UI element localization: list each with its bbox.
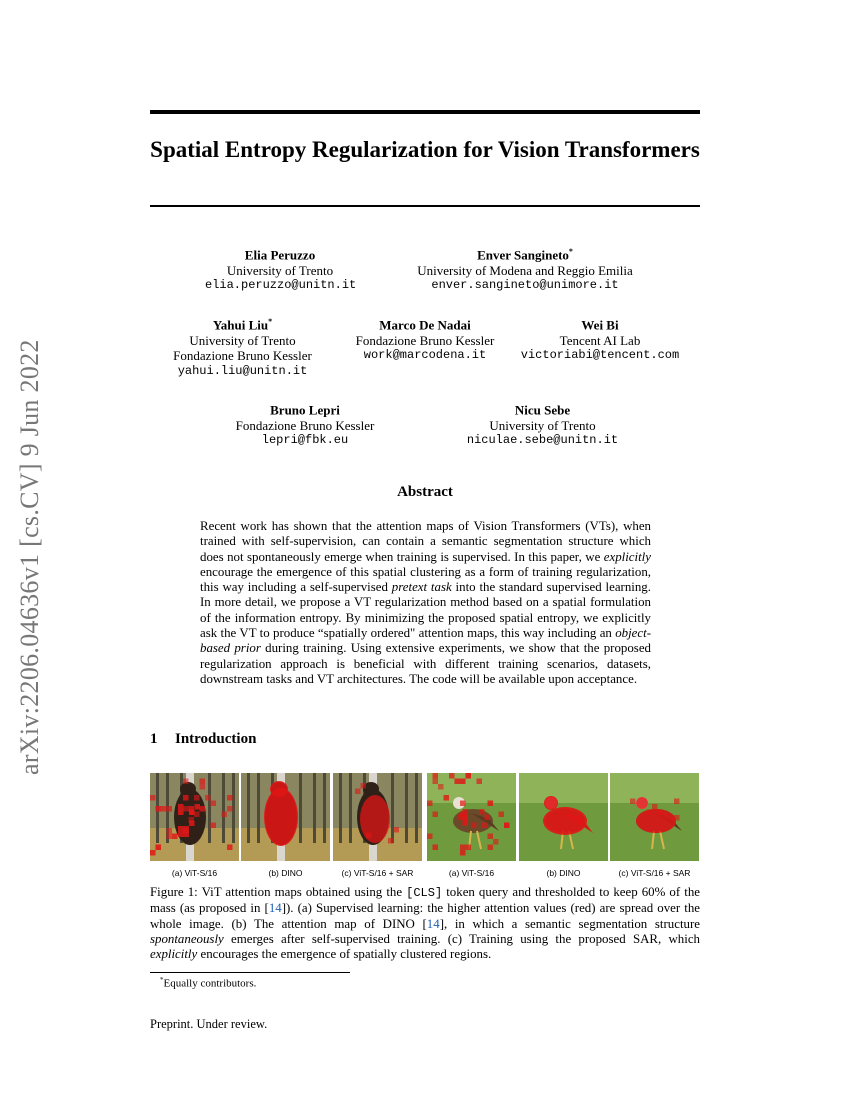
author-block-7 xyxy=(455,399,630,449)
attention-patch xyxy=(438,784,444,790)
attention-patch xyxy=(189,810,195,816)
attention-patch xyxy=(366,833,372,839)
section-title: Introduction xyxy=(175,731,257,747)
attention-patch xyxy=(466,845,472,851)
attention-patch xyxy=(427,801,433,807)
tree-trunk xyxy=(208,773,211,843)
author-name: Enver Sangineto* xyxy=(477,247,573,263)
author-block-2 xyxy=(405,244,645,294)
author-name: Elia Peruzzo xyxy=(244,247,316,263)
attention-patch xyxy=(227,795,233,801)
attention-patch xyxy=(466,773,472,779)
attention-patch xyxy=(189,821,195,827)
author-block-3 xyxy=(160,314,325,379)
bear-head xyxy=(180,782,196,796)
grass-far xyxy=(519,773,608,803)
tree-trunk xyxy=(339,773,342,843)
attention-patch xyxy=(433,812,439,818)
attention-patch xyxy=(200,784,206,790)
panel-label: (a) ViT-S/16 xyxy=(171,868,218,878)
author-name: Wei Bi xyxy=(581,317,619,333)
attention-patch xyxy=(460,850,466,856)
attention-maps-figure xyxy=(150,773,702,879)
attention-patch xyxy=(211,823,217,829)
figure-panel xyxy=(150,773,239,861)
tree-trunk xyxy=(247,773,250,843)
attention-patch xyxy=(652,804,658,810)
author-affiliation: University of Trento xyxy=(226,262,334,278)
panel-label: (a) ViT-S/16 xyxy=(448,868,495,878)
attention-patch xyxy=(504,823,510,829)
attention-region xyxy=(360,795,390,843)
attention-patch xyxy=(444,795,450,801)
tree-trunk xyxy=(299,773,302,843)
figure-panel xyxy=(427,773,516,861)
tree-trunk xyxy=(415,773,418,843)
author-email: victoriabi@tencent.com xyxy=(520,348,680,363)
attention-patch xyxy=(499,812,505,818)
attention-patch xyxy=(460,845,466,851)
preprint-notice: Preprint. Under review. xyxy=(150,1017,268,1031)
attention-patch xyxy=(488,801,494,807)
attention-patch xyxy=(455,779,461,785)
attention-patch xyxy=(178,826,184,832)
author-name: Nicu Sebe xyxy=(514,402,571,418)
attention-patch xyxy=(150,795,156,801)
attention-patch xyxy=(361,783,367,789)
attention-patch xyxy=(630,799,636,805)
author-affiliation-2: Fondazione Bruno Kessler xyxy=(173,348,312,364)
author-name: Bruno Lepri xyxy=(270,402,340,418)
author-email: lepri@fbk.eu xyxy=(261,433,349,448)
attention-patch xyxy=(167,834,173,840)
panel-label: (c) ViT-S/16 + SAR xyxy=(341,868,414,878)
author-email: enver.sangineto@unimore.it xyxy=(431,278,619,293)
tree-trunk xyxy=(257,773,260,843)
attention-patch xyxy=(205,795,211,801)
author-email: niculae.sebe@unitn.it xyxy=(466,433,619,448)
attention-patch xyxy=(658,810,664,816)
attention-patch xyxy=(471,823,477,829)
author-email: elia.peruzzo@unitn.it xyxy=(205,278,357,293)
author-email: yahui.liu@unitn.it xyxy=(177,363,308,378)
attention-patch xyxy=(457,815,463,821)
author-block-4 xyxy=(340,314,510,364)
section-heading xyxy=(150,731,256,748)
title-rule-top xyxy=(150,110,700,114)
abstract-heading: Abstract xyxy=(397,484,453,500)
tree-trunk xyxy=(349,773,352,843)
citation-link[interactable]: 14 xyxy=(426,916,440,931)
attention-patch xyxy=(479,809,485,815)
attention-patch xyxy=(674,815,680,821)
attention-patch xyxy=(433,779,439,785)
attention-region xyxy=(544,796,558,810)
author-affiliation: University of Trento xyxy=(489,417,596,433)
attention-patch xyxy=(493,839,499,845)
attention-patch xyxy=(463,809,469,815)
attention-region xyxy=(636,797,648,809)
tree-trunk xyxy=(222,773,225,843)
footnote-rule xyxy=(150,972,350,973)
attention-patch xyxy=(167,806,173,812)
attention-patch xyxy=(463,815,469,821)
tree-trunk xyxy=(405,773,408,843)
figure-panel xyxy=(241,773,330,861)
attention-patch xyxy=(184,826,190,832)
author-block-1 xyxy=(205,244,355,294)
attention-patch xyxy=(172,834,178,840)
attention-patch xyxy=(460,801,466,807)
author-affiliation: Tencent AI Lab xyxy=(559,332,641,348)
panel-label: (c) ViT-S/16 + SAR xyxy=(618,868,691,878)
attention-patch xyxy=(194,812,200,818)
attention-patch xyxy=(449,773,455,779)
attention-patch xyxy=(222,812,228,818)
attention-patch xyxy=(200,806,206,812)
attention-patch xyxy=(167,828,173,834)
attention-patch xyxy=(227,806,233,812)
attention-region xyxy=(636,809,676,833)
attention-patch xyxy=(477,779,483,785)
paper-title: Spatial Entropy Regularization for Vision Transformers xyxy=(150,137,700,162)
attention-patch xyxy=(427,834,433,840)
author-affiliation: University of Modena and Reggio Emilia xyxy=(417,262,633,278)
attention-patch xyxy=(194,795,200,801)
attention-patch xyxy=(195,804,201,810)
attention-patch xyxy=(156,845,162,851)
figure-panel xyxy=(333,773,422,861)
panel-label: (b) DINO xyxy=(546,868,581,878)
abstract-text: Recent work has shown that the attention maps of Vision Transformers (VTs), when trained with self-supervision, can contain a semantic segmentation structure which does not spontaneously emerge when training is supervised. In this paper, we explicitly encourage the emergence of this spatial clustering as a form of training regularization, this way including a self-supervised pretext task into the standard supervised learning. In more detail, we propose a VT regularization method based on a spatial formulation of the information entropy. By minimizing the proposed spatial entropy, we explicitly ask the VT to produce “spatially ordered" attention maps, this way including an object-based prior during training. Using extensive experiments, we show that the proposed regularization approach is beneficial with different training scenarios, datasets, downstream tasks and VT architectures. The code will be available upon acceptance. xyxy=(200,519,651,686)
attention-patch xyxy=(184,832,190,838)
attention-patch xyxy=(200,779,206,785)
attention-patch xyxy=(485,815,491,821)
arxiv-stamp: arXiv:2206.04636v1 [cs.CV] 9 Jun 2022 xyxy=(15,339,44,775)
section-number: 1 xyxy=(150,731,158,747)
attention-patch xyxy=(460,779,466,785)
attention-patch xyxy=(156,806,162,812)
figure-1 xyxy=(150,773,702,879)
attention-patch xyxy=(488,834,494,840)
attention-patch xyxy=(647,810,653,816)
author-affiliation: University of Trento xyxy=(189,332,296,348)
author-name: Marco De Nadai xyxy=(379,317,471,333)
tree-trunk xyxy=(323,773,326,843)
attention-patch xyxy=(355,789,361,795)
attention-patch xyxy=(227,845,233,851)
attention-patch xyxy=(488,845,494,851)
attention-patch xyxy=(211,801,217,807)
attention-patch xyxy=(433,845,439,851)
figure-caption: Figure 1: ViT attention maps obtained using the [CLS] token query and thresholded to keep 60% of the mass (as proposed in [14]). (a) Supervised learning: the higher attention values (red) are spread over the whole image. (b) The attention map of DINO [14], in which a semantic segmentation structure spontaneously emerges after self-supervised training. (c) Training using the proposed SAR, which explicitly encourages the emergence of spatially clustered regions. xyxy=(150,885,701,962)
author-email: work@marcodena.it xyxy=(363,348,487,363)
attention-region xyxy=(270,781,288,797)
attention-patch xyxy=(178,832,184,838)
author-block-6 xyxy=(225,399,385,449)
attention-patch xyxy=(161,806,167,812)
citation-link[interactable]: 14 xyxy=(268,901,282,916)
attention-patch xyxy=(150,850,156,856)
grass-far xyxy=(610,773,699,803)
attention-patch xyxy=(183,779,189,785)
attention-patch xyxy=(183,806,189,812)
footnote: *Equally contributors. xyxy=(160,976,257,990)
attention-patch xyxy=(674,799,680,805)
author-affiliation: Fondazione Bruno Kessler xyxy=(235,417,375,433)
panel-label: (b) DINO xyxy=(268,868,303,878)
attention-patch xyxy=(183,795,189,801)
figure-panel xyxy=(610,773,699,861)
attention-patch xyxy=(433,773,439,779)
author-block-5 xyxy=(515,314,685,364)
author-name: Yahui Liu* xyxy=(212,317,273,333)
author-affiliation: Fondazione Bruno Kessler xyxy=(355,332,495,348)
attention-patch xyxy=(388,838,394,844)
attention-patch xyxy=(394,827,400,833)
tree-trunk xyxy=(313,773,316,843)
title-rule-bottom xyxy=(150,205,700,207)
attention-patch xyxy=(482,823,488,829)
attention-patch xyxy=(463,820,469,826)
figure-panel xyxy=(519,773,608,861)
attention-patch xyxy=(178,804,184,810)
attention-patch xyxy=(178,810,184,816)
